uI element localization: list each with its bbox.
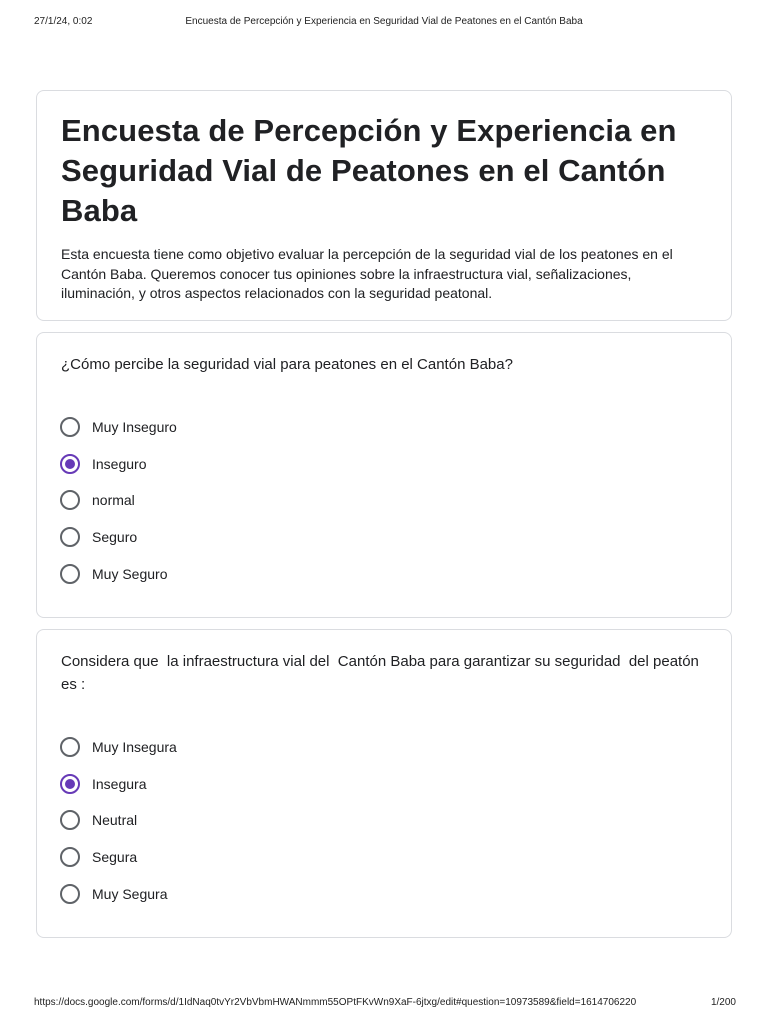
print-url: https://docs.google.com/forms/d/1IdNaq0tvYr2VbVbmHWANmmm55OPtFKvWn9XaF-6jtxg/edit#question=10973589&field=1614706220 [34, 997, 637, 1008]
radio-button-unchecked[interactable] [60, 884, 80, 904]
option-label: Inseguro [92, 455, 147, 472]
option-label: Muy Segura [92, 885, 168, 902]
print-document-title: Encuesta de Percepción y Experiencia en Seguridad Vial de Peatones en el Cantón Baba [185, 16, 583, 27]
option-insegura[interactable] [60, 766, 707, 803]
print-date: 27/1/24, 0:02 [34, 16, 93, 27]
option-muy-insegura[interactable] [60, 729, 707, 766]
option-neutral[interactable] [60, 802, 707, 839]
radio-button-checked[interactable] [60, 774, 80, 794]
radio-button-unchecked[interactable] [60, 810, 80, 830]
option-label: Neutral [92, 812, 138, 829]
option-label: normal [92, 492, 135, 509]
question-1-options [60, 409, 707, 592]
option-muy-inseguro[interactable] [60, 409, 707, 446]
option-muy-seguro[interactable] [60, 555, 707, 592]
option-muy-segura[interactable] [60, 875, 707, 912]
option-label: Muy Insegura [92, 739, 177, 756]
radio-button-unchecked[interactable] [60, 417, 80, 437]
option-segura[interactable] [60, 839, 707, 876]
question-2-text: Considera que la infraestructura vial del Cantón Baba para garantizar su seguridad del peatón es : [61, 653, 704, 693]
option-normal[interactable] [60, 482, 707, 519]
print-footer [0, 997, 768, 1011]
option-seguro[interactable] [60, 519, 707, 556]
form-title: Encuesta de Percepción y Experiencia en Seguridad Vial de Peatones en el Cantón Baba [61, 113, 677, 228]
option-label: Segura [92, 849, 138, 866]
radio-button-unchecked[interactable] [60, 527, 80, 547]
option-inseguro[interactable] [60, 446, 707, 483]
option-label: Insegura [92, 775, 147, 792]
question-1-text: ¿Cómo percibe la seguridad vial para peatones en el Cantón Baba? [61, 356, 513, 373]
form-header-card [36, 90, 732, 321]
radio-button-checked[interactable] [60, 454, 80, 474]
radio-button-unchecked[interactable] [60, 490, 80, 510]
option-label: Seguro [92, 529, 138, 546]
print-header [0, 16, 768, 30]
question-card-2 [36, 629, 732, 938]
radio-button-unchecked[interactable] [60, 737, 80, 757]
form-description: Esta encuesta tiene como objetivo evaluar la percepción de la seguridad vial de los peatones en el Cantón Baba. Queremos conocer tus opiniones sobre la infraestructura vial, señalizaciones, iluminación, y otros aspectos relacionados con la seguridad peatonal. [61, 246, 673, 301]
page-number: 1/200 [710, 997, 736, 1008]
option-label: Muy Seguro [92, 565, 168, 582]
radio-button-unchecked[interactable] [60, 564, 80, 584]
radio-button-unchecked[interactable] [60, 847, 80, 867]
question-2-options [60, 729, 707, 912]
option-label: Muy Inseguro [92, 419, 177, 436]
question-card-1 [36, 332, 732, 618]
